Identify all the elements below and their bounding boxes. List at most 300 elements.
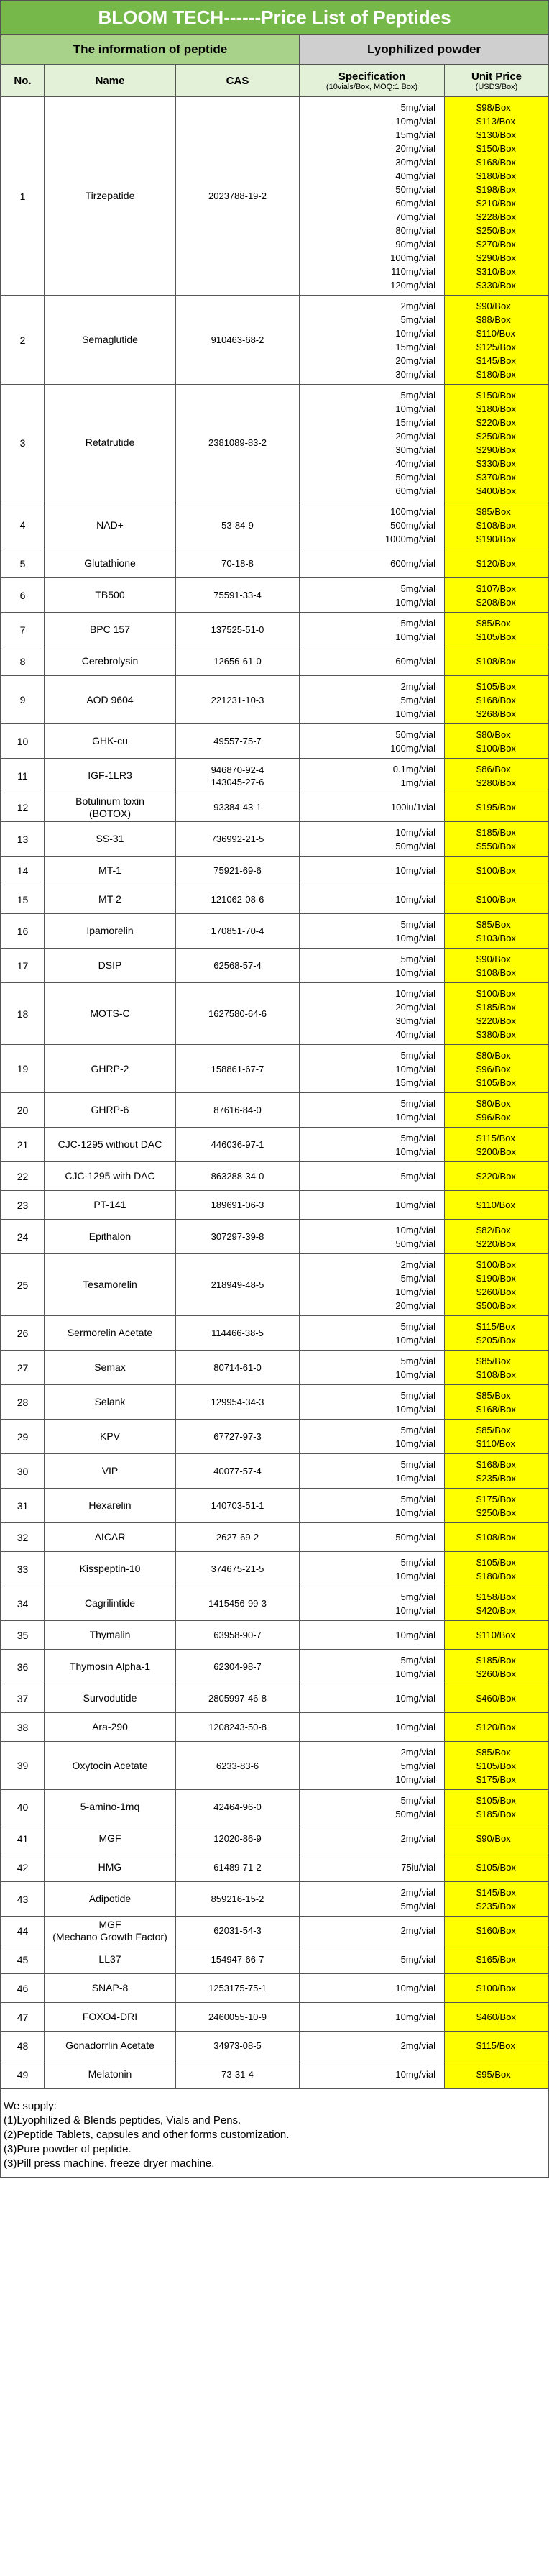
peptide-name-line: HMG [98, 1861, 122, 1873]
cas-number [176, 1917, 300, 1945]
unit-price [445, 1974, 549, 2003]
row-number: 20 [1, 1093, 45, 1128]
column-header-spec [300, 65, 445, 97]
cas-number [176, 2003, 300, 2032]
unit-price-line: $195/Box [476, 802, 516, 813]
cas-number [176, 1191, 300, 1220]
peptide-name-line: TB500 [95, 589, 125, 600]
row-number: 24 [1, 1220, 45, 1254]
cas-number [176, 613, 300, 647]
specification-line: 10mg/vial [395, 1403, 435, 1415]
specification [300, 857, 445, 885]
cas-number [176, 1093, 300, 1128]
unit-price-line: $115/Box [476, 1132, 515, 1143]
unit-price [445, 949, 549, 983]
unit-price-line: $130/Box [476, 129, 516, 140]
specification-line: 5mg/vial [400, 617, 435, 629]
unit-price-line: $220/Box [476, 1238, 516, 1249]
table-row [1, 885, 549, 914]
specification [300, 1790, 445, 1824]
specification-line: 80mg/vial [395, 224, 435, 236]
footer-line: (2)Peptide Tablets, capsules and other forms customization. [4, 2129, 290, 2141]
unit-price [445, 1220, 549, 1254]
row-number: 42 [1, 1853, 45, 1882]
specification-line: 1mg/vial [400, 777, 435, 788]
cas-number [176, 385, 300, 501]
peptide-name [45, 1454, 176, 1489]
table-row [1, 1552, 549, 1586]
specification-line: 5mg/vial [400, 1900, 435, 1912]
table-row [1, 983, 549, 1045]
cas-number-line: 114466-38-5 [211, 1328, 264, 1338]
cas-number [176, 1351, 300, 1385]
table-row [1, 759, 549, 793]
cas-number [176, 793, 300, 822]
unit-price-line: $185/Box [476, 826, 516, 838]
cas-number-line: 87616-84-0 [213, 1105, 262, 1115]
row-number: 34 [1, 1586, 45, 1621]
specification-line: 0.1mg/vial [392, 763, 435, 775]
specification [300, 613, 445, 647]
row-number: 14 [1, 857, 45, 885]
cas-number-line: 1253175-75-1 [208, 1983, 267, 1993]
cas-number-line: 49557-75-7 [213, 736, 262, 746]
peptide-name [45, 647, 176, 676]
peptide-name [45, 857, 176, 885]
table-row [1, 1385, 549, 1420]
cas-number-line: 40077-57-4 [213, 1466, 262, 1476]
specification-line: 60mg/vial [395, 197, 435, 209]
table-row [1, 1093, 549, 1128]
peptide-name-line: AICAR [94, 1531, 126, 1543]
specification [300, 1385, 445, 1420]
table-row [1, 1128, 549, 1162]
unit-price-line: $220/Box [476, 1171, 516, 1182]
peptide-name [45, 1882, 176, 1917]
specification [300, 1621, 445, 1650]
specification [300, 949, 445, 983]
cas-number [176, 1684, 300, 1713]
specification [300, 759, 445, 793]
specification-line: 10mg/vial [395, 1063, 435, 1074]
specification [300, 1420, 445, 1454]
cas-number [176, 2032, 300, 2060]
peptide-name-line: KPV [99, 1430, 120, 1442]
cas-number-line: 121062-08-6 [211, 894, 264, 905]
specification [300, 1489, 445, 1523]
peptide-name [45, 1917, 176, 1945]
specification-line: 10mg/vial [395, 1722, 435, 1732]
row-number: 16 [1, 914, 45, 949]
specification-line: 2mg/vial [400, 680, 435, 692]
unit-price-line: $110/Box [476, 1438, 515, 1449]
unit-price-line: $90/Box [476, 1833, 511, 1844]
unit-price-line: $235/Box [476, 1900, 516, 1912]
table-row [1, 1191, 549, 1220]
specification-line: 15mg/vial [395, 129, 435, 140]
row-number: 10 [1, 724, 45, 759]
specification-line: 20mg/vial [395, 1300, 435, 1311]
peptide-name [45, 1586, 176, 1621]
unit-price-line: $100/Box [476, 1259, 516, 1270]
row-number: 49 [1, 2060, 45, 2089]
unit-price [445, 1045, 549, 1093]
unit-price-line: $150/Box [476, 389, 516, 401]
cas-number [176, 1489, 300, 1523]
specification-line: 10mg/vial [395, 1369, 435, 1380]
specification [300, 983, 445, 1045]
unit-price-line: $100/Box [476, 1983, 516, 1993]
specification-line: 50mg/vial [395, 183, 435, 195]
row-number: 3 [1, 385, 45, 501]
row-number: 30 [1, 1454, 45, 1489]
unit-price-line: $120/Box [476, 1722, 516, 1732]
peptide-name [45, 1093, 176, 1128]
specification-line: 15mg/vial [395, 341, 435, 352]
row-number: 4 [1, 501, 45, 549]
unit-price [445, 1351, 549, 1385]
specification-line: 100mg/vial [390, 506, 435, 517]
unit-price-line: $160/Box [476, 1925, 516, 1936]
unit-price-line: $85/Box [476, 1746, 511, 1758]
peptide-name [45, 1128, 176, 1162]
specification-line: 5mg/vial [400, 1049, 435, 1061]
specification-line: 75iu/vial [401, 1862, 435, 1873]
column-header-no: No. [1, 65, 45, 97]
unit-price-line: $90/Box [476, 300, 511, 311]
table-row [1, 1974, 549, 2003]
unit-price-line: $105/Box [476, 1862, 516, 1873]
specification-line: 5mg/vial [400, 1171, 435, 1182]
specification-line: 5mg/vial [400, 1493, 435, 1504]
table-row [1, 1162, 549, 1191]
cas-number [176, 501, 300, 549]
peptide-name-line: CJC-1295 with DAC [65, 1170, 155, 1182]
cas-number-line: 863288-34-0 [211, 1171, 264, 1182]
row-number: 1 [1, 97, 45, 296]
unit-price-line: $100/Box [476, 742, 516, 754]
column-header-name: Name [45, 65, 176, 97]
unit-price-line: $88/Box [476, 314, 511, 325]
specification-line: 5mg/vial [400, 953, 435, 964]
unit-price-line: $108/Box [476, 1369, 516, 1380]
cas-number-line: 307297-39-8 [211, 1231, 264, 1242]
unit-price [445, 549, 549, 578]
cas-number-line: 2805997-46-8 [208, 1693, 267, 1704]
unit-price [445, 759, 549, 793]
unit-price-line: $168/Box [476, 1458, 516, 1470]
price-table [1, 35, 549, 2089]
unit-price [445, 1882, 549, 1917]
specification [300, 97, 445, 296]
peptide-name-line: Retatrutide [85, 437, 135, 448]
cas-number [176, 549, 300, 578]
unit-price [445, 613, 549, 647]
unit-price [445, 1713, 549, 1742]
peptide-name [45, 885, 176, 914]
specification-line: 10mg/vial [395, 403, 435, 414]
specification-line: 10mg/vial [395, 1286, 435, 1297]
peptide-name [45, 759, 176, 793]
cas-number [176, 97, 300, 296]
peptide-name [45, 1351, 176, 1385]
unit-price [445, 1254, 549, 1316]
peptide-name [45, 549, 176, 578]
specification [300, 1650, 445, 1684]
specification-line: 20mg/vial [395, 430, 435, 442]
specification-line: 10mg/vial [395, 1983, 435, 1993]
specification-line: 10mg/vial [395, 826, 435, 838]
row-number: 15 [1, 885, 45, 914]
peptide-name-line: Botulinum toxin [75, 795, 144, 807]
table-row [1, 1220, 549, 1254]
table-row [1, 1489, 549, 1523]
specification-line: 5mg/vial [400, 1591, 435, 1602]
unit-price [445, 1790, 549, 1824]
unit-price [445, 1489, 549, 1523]
table-row [1, 724, 549, 759]
peptide-name [45, 1045, 176, 1093]
table-row [1, 1684, 549, 1713]
peptide-name-line: AOD 9604 [86, 693, 134, 705]
row-number: 33 [1, 1552, 45, 1586]
peptide-name [45, 1790, 176, 1824]
unit-price-line: $220/Box [476, 416, 516, 428]
specification-line: 10mg/vial [395, 1111, 435, 1123]
spec-header-note: (10vials/Box, MOQ:1 Box) [326, 82, 418, 91]
specification-line: 5mg/vial [400, 694, 435, 705]
cas-number [176, 1552, 300, 1586]
unit-price-line: $290/Box [476, 444, 516, 455]
cas-number [176, 676, 300, 724]
unit-price [445, 1093, 549, 1128]
row-number: 44 [1, 1917, 45, 1945]
specification-line: 2mg/vial [400, 1833, 435, 1844]
specification-line: 5mg/vial [400, 1132, 435, 1143]
specification-line: 10mg/vial [395, 1507, 435, 1518]
peptide-name-line: FOXO4-DRI [82, 2011, 138, 2022]
peptide-name-line: VIP [101, 1465, 119, 1476]
unit-price-line: $105/Box [476, 1556, 516, 1568]
specification-line: 40mg/vial [395, 1028, 435, 1040]
specification-line: 2mg/vial [400, 1925, 435, 1936]
cas-number [176, 1790, 300, 1824]
unit-price-line: $98/Box [476, 101, 511, 113]
peptide-name [45, 1824, 176, 1853]
specification-line: 2mg/vial [400, 1259, 435, 1270]
row-number: 9 [1, 676, 45, 724]
specification-line: 10mg/vial [395, 1224, 435, 1236]
specification-line: 10mg/vial [395, 1630, 435, 1640]
table-row [1, 1351, 549, 1385]
cas-number [176, 1162, 300, 1191]
specification [300, 1191, 445, 1220]
cas-number-line: 12020-86-9 [213, 1833, 262, 1844]
peptide-name [45, 1420, 176, 1454]
cas-number-line: 6233-83-6 [216, 1760, 259, 1771]
unit-price-line: $280/Box [476, 777, 516, 788]
peptide-name-line: MT-1 [98, 864, 121, 876]
table-row [1, 822, 549, 857]
row-number: 19 [1, 1045, 45, 1093]
specification-line: 10mg/vial [395, 1438, 435, 1449]
table-row [1, 949, 549, 983]
unit-price [445, 822, 549, 857]
cas-number-line: 42464-96-0 [213, 1801, 262, 1812]
cas-number [176, 949, 300, 983]
specification-line: 5mg/vial [400, 314, 435, 325]
row-number: 5 [1, 549, 45, 578]
cas-number-line: 170851-70-4 [211, 926, 264, 936]
cas-number-line: 1208243-50-8 [208, 1722, 267, 1732]
table-row [1, 296, 549, 385]
unit-price-line: $105/Box [476, 631, 516, 642]
peptide-name [45, 676, 176, 724]
unit-price-line: $500/Box [476, 1300, 516, 1311]
peptide-name-line: (Mechano Growth Factor) [52, 1930, 167, 1942]
row-number: 32 [1, 1523, 45, 1552]
unit-price [445, 1385, 549, 1420]
peptide-name [45, 2060, 176, 2089]
unit-price-line: $180/Box [476, 403, 516, 414]
specification-line: 5mg/vial [400, 389, 435, 401]
row-number: 47 [1, 2003, 45, 2032]
unit-price-line: $85/Box [476, 506, 511, 517]
peptide-name [45, 1191, 176, 1220]
unit-price-line: $110/Box [476, 1200, 515, 1210]
row-number: 38 [1, 1713, 45, 1742]
specification-line: 10mg/vial [395, 865, 435, 876]
table-row [1, 1621, 549, 1650]
peptide-name [45, 914, 176, 949]
cas-number [176, 1853, 300, 1882]
specification [300, 1162, 445, 1191]
table-row [1, 97, 549, 296]
cas-number-line: 158861-67-7 [211, 1063, 264, 1074]
unit-price [445, 2003, 549, 2032]
cas-number-line: 61489-71-2 [213, 1862, 262, 1873]
peptide-name-line: Hexarelin [88, 1499, 132, 1511]
unit-price-line: $205/Box [476, 1334, 516, 1346]
table-row [1, 1882, 549, 1917]
cas-number-line: 859216-15-2 [211, 1894, 264, 1904]
unit-price-line: $270/Box [476, 238, 516, 250]
specification-line: 120mg/vial [390, 279, 435, 291]
unit-price-line: $85/Box [476, 918, 511, 930]
cas-number [176, 1742, 300, 1790]
peptide-name [45, 793, 176, 822]
peptide-name-line: NAD+ [96, 519, 124, 531]
row-number: 46 [1, 1974, 45, 2003]
peptide-name [45, 949, 176, 983]
specification-line: 2mg/vial [400, 1746, 435, 1758]
row-number: 18 [1, 983, 45, 1045]
unit-price [445, 793, 549, 822]
specification-line: 2mg/vial [400, 300, 435, 311]
row-number: 27 [1, 1351, 45, 1385]
table-row [1, 2060, 549, 2089]
peptide-name-line: GHK-cu [92, 735, 128, 746]
row-number: 11 [1, 759, 45, 793]
row-number: 2 [1, 296, 45, 385]
unit-price-line: $175/Box [476, 1773, 516, 1785]
row-number: 17 [1, 949, 45, 983]
table-row [1, 613, 549, 647]
unit-price [445, 647, 549, 676]
table-row [1, 1853, 549, 1882]
row-number: 23 [1, 1191, 45, 1220]
cas-number-line: 218949-48-5 [211, 1279, 264, 1290]
cas-number [176, 1523, 300, 1552]
specification [300, 1454, 445, 1489]
unit-price-line: $110/Box [476, 327, 515, 339]
peptide-name-line: SS-31 [96, 833, 124, 844]
unit-price [445, 97, 549, 296]
cas-number [176, 578, 300, 613]
peptide-name-line: IGF-1LR3 [88, 769, 132, 781]
row-number: 43 [1, 1882, 45, 1917]
unit-price-line: $210/Box [476, 197, 516, 209]
cas-number-line: 446036-97-1 [211, 1139, 264, 1150]
peptide-name [45, 1489, 176, 1523]
price-header-note: (USD$/Box) [475, 82, 518, 91]
specification-line: 100mg/vial [390, 742, 435, 754]
unit-price [445, 1586, 549, 1621]
spec-header-label: Specification [338, 70, 406, 83]
unit-price-line: $190/Box [476, 533, 516, 544]
peptide-name [45, 983, 176, 1045]
row-number: 6 [1, 578, 45, 613]
cas-number-line: 154947-66-7 [211, 1954, 264, 1965]
cas-number [176, 1045, 300, 1093]
unit-price-line: $110/Box [476, 1630, 515, 1640]
cas-number-line: 53-84-9 [221, 519, 254, 531]
specification-line: 50mg/vial [395, 471, 435, 483]
peptide-name [45, 724, 176, 759]
peptide-name-line: PT-141 [93, 1199, 126, 1210]
unit-price [445, 1128, 549, 1162]
table-row [1, 857, 549, 885]
cas-number-line: 70-18-8 [221, 558, 254, 569]
footer-line: (3)Pure powder of peptide. [4, 2143, 132, 2155]
unit-price-line: $420/Box [476, 1604, 516, 1616]
unit-price-line: $80/Box [476, 1049, 511, 1061]
specification [300, 1552, 445, 1586]
table-row [1, 578, 549, 613]
cas-number-line: 93384-43-1 [213, 802, 262, 813]
unit-price-line: $103/Box [476, 932, 516, 944]
cas-number [176, 1385, 300, 1420]
specification [300, 1684, 445, 1713]
unit-price [445, 578, 549, 613]
table-row [1, 1945, 549, 1974]
unit-price-line: $115/Box [476, 1320, 515, 1332]
specification-line: 10mg/vial [395, 327, 435, 339]
specification-line: 600mg/vial [390, 558, 435, 569]
unit-price-line: $100/Box [476, 987, 516, 999]
peptide-name-line: Survodutide [83, 1692, 137, 1704]
specification-line: 5mg/vial [400, 1097, 435, 1109]
specification-line: 5mg/vial [400, 1272, 435, 1284]
cas-number [176, 1974, 300, 2003]
table-row [1, 1045, 549, 1093]
unit-price [445, 1191, 549, 1220]
unit-price [445, 1523, 549, 1552]
specification-line: 10mg/vial [395, 2011, 435, 2022]
unit-price [445, 1454, 549, 1489]
specification-line: 10mg/vial [395, 1693, 435, 1704]
specification-line: 5mg/vial [400, 1654, 435, 1666]
